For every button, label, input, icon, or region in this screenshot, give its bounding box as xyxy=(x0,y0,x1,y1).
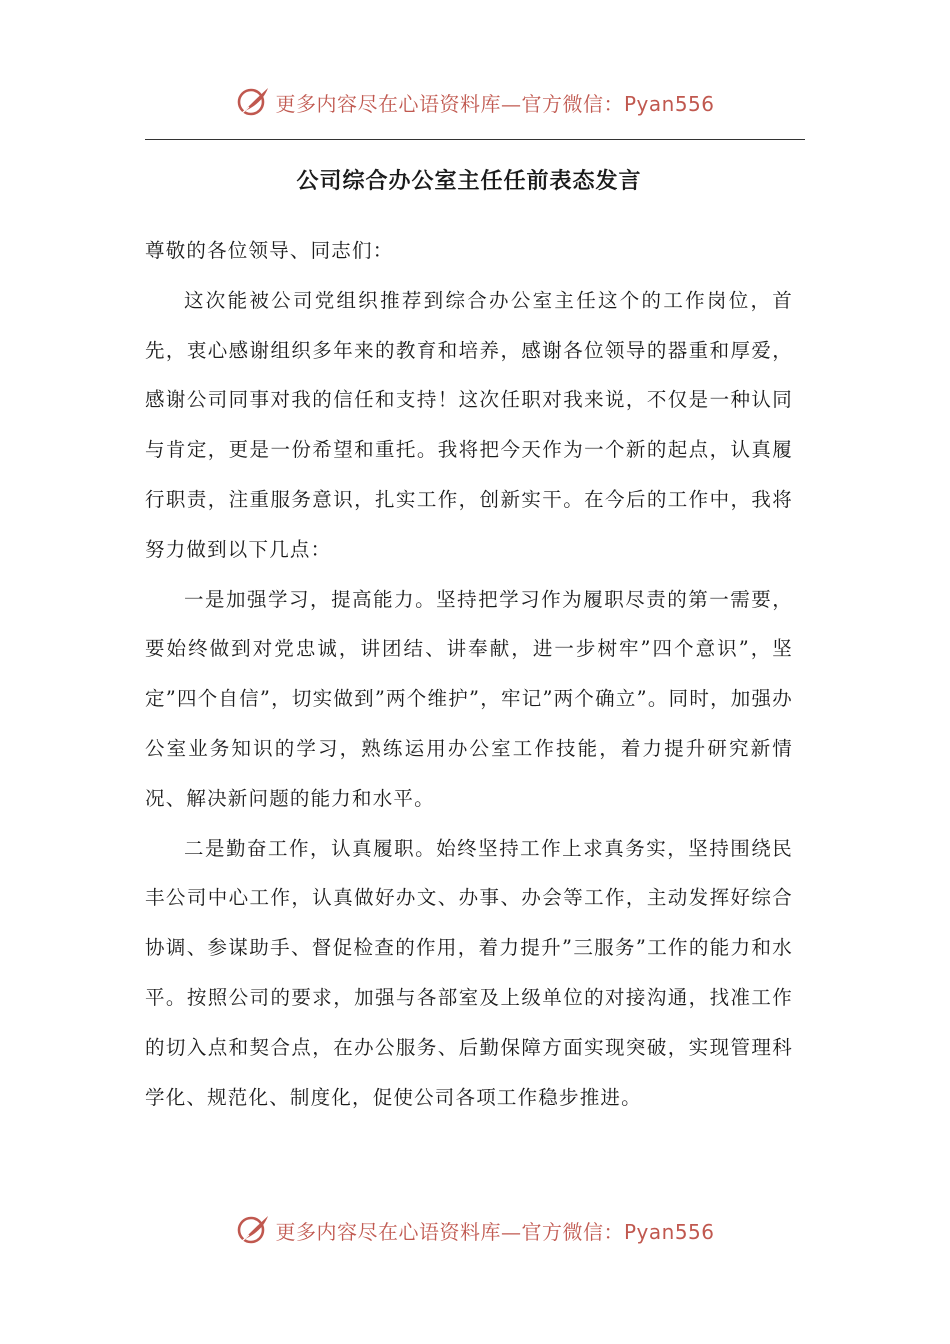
footer-wechat-id: Pyan556 xyxy=(623,1219,715,1244)
paragraph-intro: 这次能被公司党组织推荐到综合办公室主任这个的工作岗位，首先，衷心感谢组织多年来的教育和培养，感谢各位领导的器重和厚爱，感谢公司同事对我的信任和支持！这次任职对我来说，不仅是一种认同与肯定，更是一份希望和重托。我将把今天作为一个新的起点，认真履行职责，注重服务意识，扎实工作，创新实干。在今后的工作中，我将努力做到以下几点： xyxy=(145,288,793,561)
footer-banner xyxy=(0,1210,950,1250)
document-body xyxy=(145,162,793,1122)
header-promo xyxy=(275,88,714,117)
document-title: 公司综合办公室主任任前表态发言 xyxy=(296,169,642,194)
quill-pen-logo-icon xyxy=(235,1212,271,1248)
quill-pen-logo-icon xyxy=(235,84,271,120)
header-divider xyxy=(145,139,805,140)
salutation: 尊敬的各位领导、同志们： xyxy=(145,239,394,262)
header-banner xyxy=(0,82,950,122)
header-wechat-id: Pyan556 xyxy=(623,91,715,116)
paragraph-point-one: 一是加强学习，提高能力。坚持把学习作为履职尽责的第一需要，要始终做到对党忠诚，讲团结、讲奉献，进一步树牢”四个意识”，坚定”四个自信”，切实做到”两个维护”，牢记”两个确立”。同时，加强办公室业务知识的学习，熟练运用办公室工作技能，着力提升研究新情况、解决新问题的能力和水平。 xyxy=(145,587,793,810)
footer-promo-text: 更多内容尽在心语资料库—官方微信： xyxy=(275,1219,624,1244)
header-promo-text: 更多内容尽在心语资料库—官方微信： xyxy=(275,91,624,116)
footer-promo xyxy=(275,1216,714,1245)
paragraph-point-two: 二是勤奋工作，认真履职。始终坚持工作上求真务实，坚持围绕民丰公司中心工作，认真做好办文、办事、办会等工作，主动发挥好综合协调、参谋助手、督促检查的作用，着力提升”三服务”工作的能力和水平。按照公司的要求，加强与各部室及上级单位的对接沟通，找准工作的切入点和契合点，在办公服务、后勤保障方面实现突破，实现管理科学化、规范化、制度化，促使公司各项工作稳步推进。 xyxy=(145,836,793,1109)
